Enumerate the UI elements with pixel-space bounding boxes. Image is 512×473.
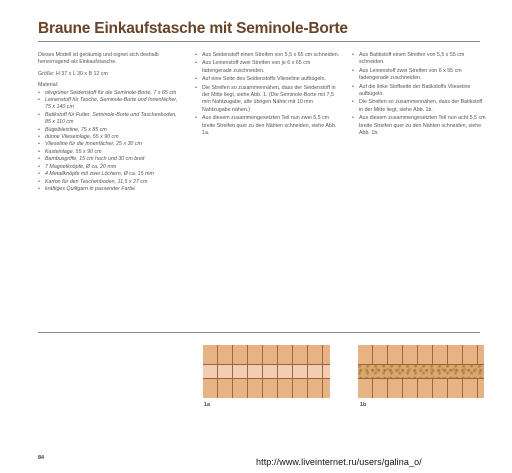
material-item: • olivgrüner Seidenstoff für die Seminole-Borte, 7 x 65 cm	[38, 90, 178, 97]
figure-1a-label: 1a	[204, 402, 210, 408]
step-item: • Aus Leinenstoff zwei Streifen von 6 x 55 cm fadengerade zuschneiden.	[352, 68, 487, 83]
materials-column	[38, 52, 178, 193]
silk-strip-middle	[203, 364, 330, 378]
steps-list-1	[195, 52, 340, 137]
page-title: Braune Einkaufstasche mit Seminole-Borte	[38, 20, 348, 37]
materials-list	[38, 90, 178, 194]
material-item: • 4 Metallknöpfe mit zwei Löchern, Ø ca. 15 mm	[38, 171, 178, 178]
figure-1b-label: 1b	[360, 402, 367, 408]
step-item: • Aus diesem zusammengesetzten Teil nun acht 5,5 cm breite Streifen quer zu den Nähten schneiden, siehe Abb. 1b.	[352, 115, 487, 137]
step-item: • Aus diesem zusammengesetzten Teil nun zwei 5,5 cm breite Streifen quer zu den Nähten schneiden, siehe Abb. 1a.	[195, 115, 340, 137]
material-item: • Leinenstoff für Tasche, Seminole-Borte und Innenfächer, 75 x 140 cm	[38, 97, 178, 112]
batik-strip-middle	[358, 364, 484, 378]
step-item: • Auf eine Seite des Seidenstoffs Vlieseline aufbügeln.	[195, 76, 340, 83]
page-number: 84	[38, 455, 45, 461]
figure-divider	[38, 332, 480, 333]
linen-strip-bottom	[203, 378, 330, 398]
material-item: • 7 Magnetknöpfe, Ø ca. 20 mm	[38, 164, 178, 171]
intro-text: Dieses Modell ist geräumig und eignet sich deshalb hervorragend als Einkaufstasche.	[38, 52, 159, 66]
seam-line	[203, 364, 330, 365]
linen-strip-bottom	[358, 378, 484, 398]
figure-1a-fabric-strip	[203, 345, 330, 398]
linen-strip-top	[203, 345, 330, 364]
material-item: • dünne Vlieseinlage, 55 x 90 cm	[38, 134, 178, 141]
material-item: • Vlieseline für die Innenfächer, 25 x 30 cm	[38, 141, 178, 148]
seam-line	[358, 378, 484, 379]
instructions-column-2	[352, 52, 487, 138]
material-item: • Batikstoff für Futter, Seminole-Borte und Taschenboden, 85 x 110 cm	[38, 112, 178, 127]
title-divider	[38, 41, 480, 42]
step-item: • Auf die linke Stoffseite der Batikstoffs Vlieseline aufbügeln.	[352, 84, 487, 99]
linen-strip-top	[358, 345, 484, 364]
step-item: • Aus Leinenstoff zwei Streifen von je 6 x 65 cm fadengerade zuschneiden.	[195, 60, 340, 75]
step-item: • Die Streifen so zusammennähen, dass der Seidenstoff in der Mitte liegt, siehe Abb. 1. (Die Seminole-Borte mit 7,5 mm Nahtzugabe, alle übrigen Nähte mit 10 mm Nahtzugabe nähen.)	[195, 85, 340, 115]
figure-1b-fabric-strip	[358, 345, 484, 398]
instructions-column-1	[195, 52, 340, 138]
seam-line	[358, 364, 484, 365]
materials-label: Material:	[38, 82, 59, 89]
material-item: • kräftiges Quiltgarn in passender Farbe	[38, 186, 178, 193]
material-item: • Kasteinlage, 55 x 90 cm	[38, 149, 178, 156]
material-item: • Bambusgriffe, 15 cm hoch und 30 cm breit	[38, 156, 178, 163]
source-watermark: http://www.liveinternet.ru/users/galina_o/	[256, 457, 422, 467]
material-item: • Bügelbleistine, 75 x 85 cm	[38, 127, 178, 134]
size-text: Größe: H 37 x L 30 x B 12 cm	[38, 70, 108, 77]
step-item: • Aus Batikstoff einen Streifen von 5,5 x 55 cm schneiden.	[352, 52, 487, 67]
seam-line	[203, 378, 330, 379]
step-item: • Die Streifen so zusammennähen, dass der Batikstoff in der Mitte liegt, siehe Abb. 1b.	[352, 99, 487, 114]
step-item: • Aus Seidenstoff einen Streifen von 5,5 x 65 cm schneiden.	[195, 52, 340, 59]
material-item: • Karton für den Taschenboden, 11,5 x 27 cm	[38, 179, 178, 186]
steps-list-2	[352, 52, 487, 137]
